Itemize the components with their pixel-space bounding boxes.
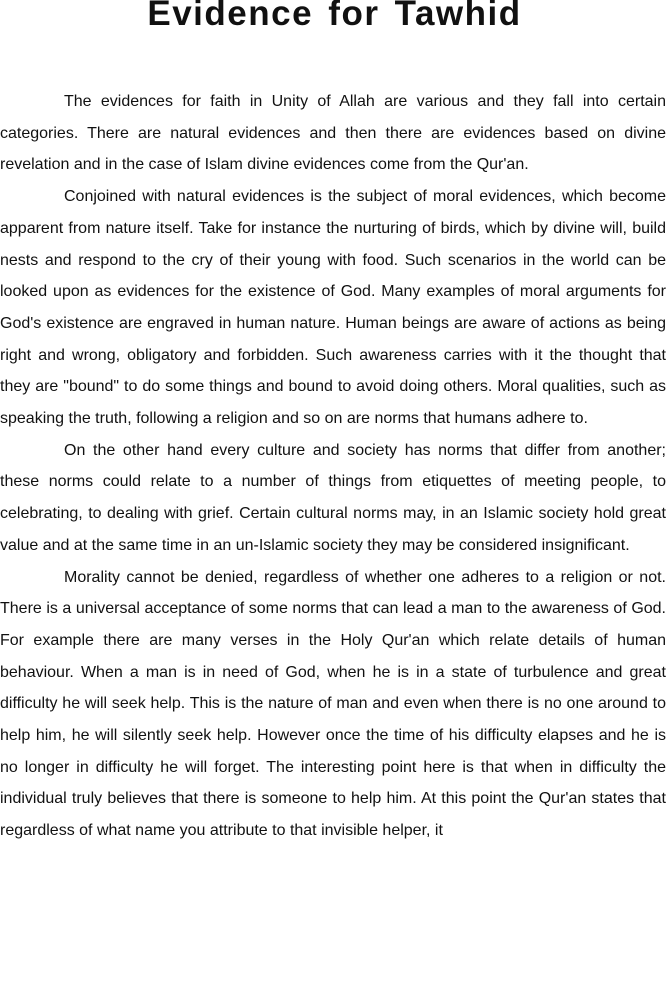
document-body bbox=[0, 86, 666, 847]
paragraph: The evidences for faith in Unity of Allah are various and they fall into certain categories. There are natural evidences and then there are evidences based on divine revelation and in the case of Islam divine evidences come from the Qur'an. bbox=[0, 93, 666, 174]
document-title: Evidence for Tawhid bbox=[147, 0, 522, 33]
paragraph: Conjoined with natural evidences is the subject of moral evidences, which become apparent from nature itself. Take for instance the nurturing of birds, which by divine will, build nests and respond to the cry of their young with food. Such scenarios in the world can be looked upon as evidences for the existence of God. Many examples of moral arguments for God's existence are engraved in human nature. Human beings are aware of actions as being right and wrong, obligatory and forbidden. Such awareness carries with it the thought that they are "bound" to do some things and bound to avoid doing others. Moral qualities, such as speaking the truth, following a religion and so on are norms that humans adhere to. bbox=[0, 188, 666, 428]
paragraph: Morality cannot be denied, regardless of whether one adheres to a religion or not. There is a universal acceptance of some norms that can lead a man to the awareness of God. For example there are many verses in the Holy Qur'an which relate details of human behaviour. When a man is in need of God, when he is in a state of turbulence and great difficulty he will seek help. This is the nature of man and even when there is no one around to help him, he will silently seek help. However once the time of his difficulty elapses and he is no longer in difficulty he will forget. The interesting point here is that when in difficulty the individual truly believes that there is someone to help him. At this point the Qur'an states that regardless of what name you attribute to that invisible helper, it bbox=[0, 568, 666, 840]
paragraph: On the other hand every culture and society has norms that differ from another; these norms could relate to a number of things from etiquettes of meeting people, to celebrating, to dealing with grief. Certain cultural norms may, in an Islamic society hold great value and at the same time in an un-Islamic society they may be considered insignificant. bbox=[0, 441, 666, 554]
